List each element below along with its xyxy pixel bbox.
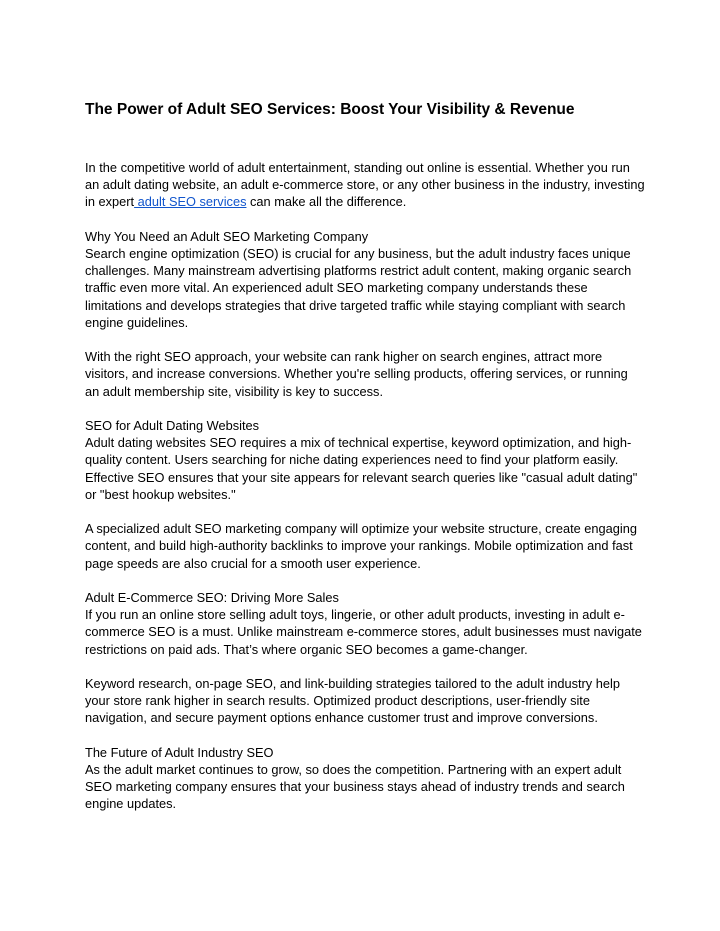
section-heading: Why You Need an Adult SEO Marketing Company xyxy=(85,228,369,244)
document-content xyxy=(85,100,645,830)
section-dating-websites xyxy=(85,417,645,503)
adult-seo-services-link[interactable]: adult SEO services xyxy=(134,194,247,210)
section-future-seo xyxy=(85,744,645,813)
section-heading: The Future of Adult Industry SEO xyxy=(85,744,274,760)
section-body: Search engine optimization (SEO) is crucial for any business, but the adult industry faces unique challenges. Many mainstream advertising platforms restrict adult content, making organic search traffic even more vital. An experienced adult SEO marketing company understands these limitations and develops strategies that drive targeted traffic while staying compliant with search engine guidelines. xyxy=(85,246,632,330)
section-ecommerce-seo xyxy=(85,589,645,658)
section-body: If you run an online store selling adult toys, lingerie, or other adult products, investing in adult e-commerce SEO is a must. Unlike mainstream e-commerce stores, adult businesses must navigate restrictions on paid ads. That’s where organic SEO becomes a game-changer. xyxy=(85,607,642,657)
section-why-seo-company xyxy=(85,228,645,331)
intro-text: In the competitive world of adult entertainment, standing out online is essential. Whether you run an adult dating website, an adult e-commerce store, or any other business in the industry, investing in expert xyxy=(85,160,645,210)
section-heading: Adult E-Commerce SEO: Driving More Sales xyxy=(85,590,339,605)
section-body: Keyword research, on-page SEO, and link-building strategies tailored to the adult industry help your store rank higher in search results. Optimized product descriptions, user-friendly site navigation, and secure payment options enhance customer trust and improve conversions. xyxy=(85,676,620,726)
page-title: The Power of Adult SEO Services: Boost Your Visibility & Revenue xyxy=(85,101,575,118)
section-heading: SEO for Adult Dating Websites xyxy=(85,418,260,433)
section-specialized-company xyxy=(85,520,645,572)
section-keyword-research xyxy=(85,675,645,727)
section-body: As the adult market continues to grow, so does the competition. Partnering with an expert adult SEO marketing company ensures that your business stays ahead of industry trends and search engine updates. xyxy=(85,762,625,812)
section-right-approach xyxy=(85,348,645,400)
intro-text-end: can make all the difference. xyxy=(246,194,407,210)
intro-paragraph xyxy=(85,159,645,211)
section-body: A specialized adult SEO marketing company will optimize your website structure, create engaging content, and build high-authority backlinks to improve your rankings. Mobile optimization and fast page speeds are also crucial for a smooth user experience. xyxy=(85,521,637,571)
section-body: Adult dating websites SEO requires a mix of technical expertise, keyword optimization, and high-quality content. Users searching for niche dating experiences need to find your platform easily. Effective SEO ensures that your site appears for relevant search queries like "casual adult dating" or "best hookup websites." xyxy=(85,435,638,502)
section-body: With the right SEO approach, your website can rank higher on search engines, attract more visitors, and increase conversions. Whether you're selling products, offering services, or running an adult membership site, visibility is key to success. xyxy=(85,349,628,399)
